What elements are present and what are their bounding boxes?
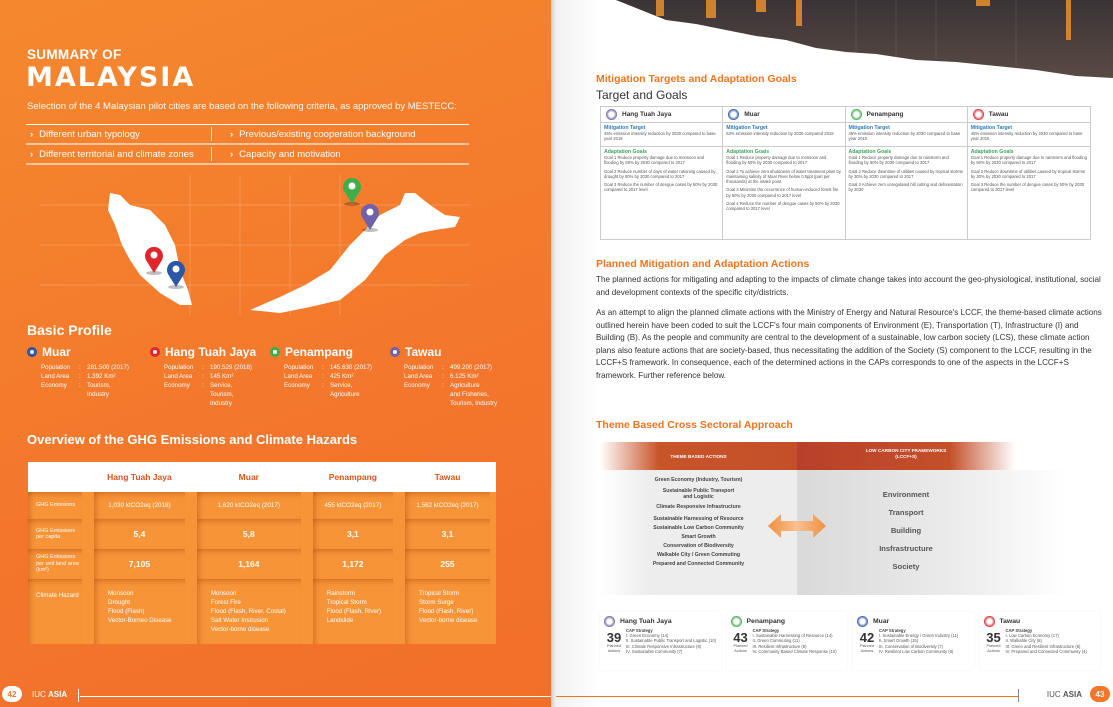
count-value: 35 [986, 630, 1001, 645]
footer-divider [78, 689, 79, 702]
footer-divider [1018, 689, 1019, 702]
adaptation-goal: Goal 1 Reduce property damage due to monsoon and flooding by 50% by 2030 compared to 2017 [604, 155, 705, 166]
ghg-column-header: Muar [191, 462, 307, 492]
theme-action: Sustainable Public Transport [662, 488, 735, 494]
economy-line: and Fisheries, [450, 391, 489, 398]
cap-strategy-item: IV. Sustainable Community (7) [626, 648, 683, 654]
adaptation-goal: Goal 4 Reduce the number of dengue cases by 50% by 2030 compared to 2017 level [726, 201, 840, 212]
adaptation-goals [601, 147, 722, 198]
paragraph: The planned actions for mitigating and adapting to the impacts of climate change takes into account the geo-physiological, institutional, social and development contexts of the specific city/districts. [596, 275, 1101, 297]
theme-heading: Theme Based Cross Sectoral Approach [596, 419, 793, 431]
double-arrow-icon [768, 514, 826, 538]
intro-text: Selection of the 4 Malaysian pilot cities are based on the following criteria, as approved by MESTECC: [27, 101, 457, 112]
cap-strategy-item: I. Sustainable Harnessing of Resource (14) [752, 633, 833, 639]
mitigation-target [846, 123, 967, 147]
adaptation-goal: Goal 3 Minimise the occurrence of human-induced forest fire by 50% by 2030 compared to 2017 level [726, 187, 839, 198]
stat-sep: : [79, 382, 81, 389]
adaptation-goal: Goal 1 Reduce property damage due to monsoon and flooding by 50% by 2030 compared to 2017 [726, 155, 827, 166]
cap-strategy-list [751, 628, 837, 654]
city-profile [270, 345, 400, 399]
goal-column [846, 107, 968, 239]
adaptation-goals-title: Adaptation Goals [970, 149, 1014, 155]
adaptation-goal: Goal 1 Reduce property damage due to rainstorm and flooding by 50% by 2030 compared to 2017 [848, 155, 949, 166]
goal-city-header [968, 107, 1090, 123]
hazard-item: Flood (Flash) [108, 608, 145, 615]
cap-strategy-cards [600, 612, 1100, 670]
ghg-cell: 7,105 [88, 549, 191, 579]
cap-city-name: Hang Tuah Jaya [620, 618, 672, 625]
cap-strategy-item: III. Climate Responsive Infrastructure (8) [626, 643, 702, 649]
theme-action: Sustainable Harnessing of Resource [653, 516, 744, 522]
city-logo-icon [857, 616, 868, 627]
left-page [0, 0, 551, 707]
stat-sep: : [442, 364, 444, 371]
stat-sep: : [79, 373, 81, 380]
economy-line: Service, [210, 382, 233, 389]
ghg-cell: 1,562 ktCO2eq (2017) [399, 492, 496, 519]
hazard-item: Tropical Storm [326, 599, 367, 606]
footer-brand: IUC ASIA [32, 689, 68, 699]
criteria-row [26, 125, 469, 145]
cap-strategy-item: III. Green and Resilient Infrastructure (6) [1005, 643, 1081, 649]
malaysia-map [40, 175, 470, 315]
chevron-right-icon: › [30, 128, 34, 140]
stat-label: Economy [284, 382, 310, 389]
criteria-item: › Different territorial and climate zones [26, 147, 212, 161]
goal-column [601, 107, 723, 239]
framework-item: Environment [882, 490, 930, 499]
adaptation-goal: Goal 3 Reduce the number of dengue cases by 50% by 2030 compared to 2017 level [970, 182, 1085, 193]
chevron-right-icon: › [230, 128, 234, 140]
mitigation-target [601, 123, 722, 147]
planned-label: Planned [986, 644, 1001, 648]
goal-column [968, 107, 1090, 239]
planned-label: Planned [607, 644, 621, 648]
framework-item: Society [892, 562, 920, 571]
mitigation-target-text: 63% emission intensity reduction by 2030 compared 2018 [726, 131, 834, 136]
stat-label: Land Area [404, 373, 433, 380]
right-page [556, 0, 1113, 707]
economy-line: Service, [330, 382, 353, 389]
ghg-cell: 3,1 [399, 519, 496, 549]
theme-action: and Logistic [683, 494, 714, 500]
stat-value: 281.500 (2017) [87, 364, 129, 371]
footer-rule [80, 696, 551, 697]
city-name-text: Hang Tuah Jaya [165, 345, 257, 359]
count-value: 43 [733, 630, 748, 645]
city-stats [284, 363, 400, 399]
actions-label: Actions [987, 648, 1000, 653]
city-profile [390, 345, 520, 408]
footer-brand: IUC ASIA [1046, 689, 1082, 699]
hazard-item: Monsoon [210, 590, 237, 597]
cap-strategy-title: CAP Strategy [879, 628, 906, 633]
goal-column [723, 107, 845, 239]
city-name [270, 345, 400, 359]
hazard-item: Vector-Borneo Disease [108, 617, 172, 624]
ghg-table [28, 462, 502, 644]
planned-actions-count [604, 628, 624, 654]
theme-action: Green Economy (Industry, Tourism) [654, 477, 743, 483]
stat-label: Population [164, 364, 194, 371]
stat-value: 190.529 (2018) [210, 364, 252, 371]
stat-label: Economy [404, 382, 430, 389]
hazard-item: Forest Fire [210, 599, 241, 606]
adaptation-goal: Goal 2 To achieve zero shutdowns of water treatment plant by maintaining salinity of Muar River below 0.5ppt (part per thousands) at the intake point [726, 168, 841, 185]
ghg-overview-title: Overview of the GHG Emissions and Climate Hazards [27, 432, 358, 447]
framework-item: Insfrastructure [879, 544, 933, 553]
city-name-text: Penampang [285, 345, 354, 359]
cap-body [731, 628, 844, 654]
city-stats [41, 363, 157, 399]
economy-line: Tourism, Industry [450, 400, 498, 407]
city-name [27, 345, 157, 359]
planned-label: Planned [860, 644, 874, 648]
chevron-right-icon: › [30, 148, 34, 160]
planned-actions-count [857, 628, 877, 654]
criteria-item: › Different urban typology [26, 127, 212, 141]
cap-strategy-title: CAP Strategy [626, 628, 653, 633]
stat-value: 425 Km² [330, 373, 354, 380]
mitigation-target-title: Mitigation Target [970, 125, 1013, 131]
cap-strategy-item: IV. Resilient Low Carbon Community (8) [879, 648, 954, 654]
stat-sep: : [202, 373, 204, 380]
ghg-row [28, 519, 496, 549]
economy-line: Tourism, [87, 382, 111, 389]
stat-label: Population [41, 364, 71, 371]
hazard-item: Rainstorm [326, 590, 355, 597]
cap-strategy-title: CAP Strategy [1005, 628, 1033, 633]
theme-action: Prepared and Connected Community [652, 561, 745, 567]
ghg-cell [88, 579, 191, 644]
city-name-text: Muar [42, 345, 71, 359]
city-name-text: Tawau [405, 345, 442, 359]
ghg-row [28, 549, 496, 579]
stat-label: Land Area [41, 373, 70, 380]
cap-strategy-item: II. Walkable City (8) [1005, 638, 1042, 644]
ghg-cell [307, 579, 399, 644]
target-goals-subheading: Target and Goals [596, 88, 688, 102]
cap-strategy-item: I. Low Carbon Economy (17) [1005, 633, 1059, 639]
city-marker-icon [150, 347, 160, 357]
hazard-item: Vector-borne disease [210, 626, 270, 633]
adaptation-goal: Goal 2 Reduce downtime of utilities caused by tropical storms by 30% by 2030 compared to 2017 [848, 168, 963, 179]
hazard-item: Flood (Flash, River) [326, 608, 382, 615]
goal-city-name: Tawau [988, 110, 1009, 118]
stat-label: Land Area [284, 373, 313, 380]
adaptation-goal: Goal 2 Reduce downtime of utilities caused by tropical storms by 30% by 2030 compared to 2017 [970, 168, 1086, 179]
ghg-row-label: GHG Emissions [28, 492, 88, 519]
ghg-row-label: GHG Emissions per capita [28, 519, 88, 549]
planned-label: Planned [733, 644, 748, 648]
adaptation-goals-title: Adaptation Goals [604, 149, 647, 155]
ghg-cell: 3,1 [307, 519, 399, 549]
economy-line: Industry [210, 400, 233, 407]
stat-sep: : [202, 364, 204, 371]
cap-strategy-list [877, 628, 958, 654]
chevron-right-icon: › [230, 148, 234, 160]
theme-action: Conservation of Biodiversity [663, 543, 734, 549]
goal-city-name: Muar [744, 110, 760, 118]
hazard-item: Storm Surge [418, 599, 454, 606]
stat-label: Economy [164, 382, 190, 389]
footer-left [0, 686, 67, 702]
stat-sep: : [322, 382, 324, 389]
cap-city-name: Tawau [999, 618, 1021, 625]
goal-city-name: Penampang [866, 110, 904, 118]
ghg-cell: 5,4 [88, 519, 191, 549]
criteria-row [26, 145, 469, 165]
adaptation-goals [968, 147, 1090, 198]
page-title: MALAYSIA [26, 62, 196, 93]
ghg-cell: 455 ktCO2eq (2017) [307, 492, 399, 519]
cap-card-header [604, 616, 717, 627]
cap-card [727, 612, 848, 670]
framework-item: Transport [888, 508, 924, 517]
hazard-item: Vector-borne disease [418, 617, 478, 624]
ghg-row [28, 579, 496, 644]
ghg-cell [191, 579, 307, 644]
page-number: 43 [1090, 686, 1110, 702]
mitigation-target-text: 45% emission intensity reduction by 2030 compared to base year 2010 [848, 131, 961, 142]
adaptation-goals [846, 147, 967, 198]
count-value: 42 [859, 630, 875, 645]
mitigation-heading: Mitigation Targets and Adaptation Goals [596, 73, 797, 85]
cap-strategy-item: II. Green Commuting (11) [752, 638, 800, 644]
ghg-column-header: Penampang [307, 462, 399, 492]
ghg-cell: 255 [399, 549, 496, 579]
city-name [150, 345, 280, 359]
economy-line: Agriculture [330, 391, 360, 398]
hazard-item: Monsoon [108, 590, 134, 597]
page-number: 42 [2, 686, 22, 702]
mitigation-target-title: Mitigation Target [604, 125, 646, 131]
city-logo-icon [984, 616, 995, 627]
adaptation-goal: Goal 3 Reduce the number of dengue cases by 50% by 2030 compared to 2017 level [604, 182, 718, 193]
cap-card-header [984, 616, 1097, 627]
cap-strategy-item: IV. Prepared and Connected Community (4) [1005, 648, 1087, 654]
city-skyline-image [556, 0, 1113, 78]
ghg-row-label: GHG Emissions per unit land area (km²) [28, 549, 88, 579]
cap-city-name: Penampang [746, 618, 786, 625]
cap-card-header [857, 616, 970, 627]
city-marker-icon [390, 347, 400, 357]
borneo-malaysia-shape [250, 193, 460, 313]
planned-actions-heading: Planned Mitigation and Adaptation Actions [596, 258, 810, 270]
city-profile [150, 345, 280, 408]
theme-action: Smart Growth [681, 534, 716, 540]
cap-card [853, 612, 974, 670]
mitigation-target [968, 123, 1090, 147]
cap-strategy-item: III. Resilient Infrastructure (8) [752, 643, 807, 649]
theme-action: Sustainable Low Carbon Community [653, 525, 744, 531]
basic-profile-title: Basic Profile [27, 322, 112, 338]
mitigation-target-text: 45% emission intensity reduction by 2030 compared to base year 2010 [970, 131, 1083, 142]
hazard-item: Drought [108, 599, 131, 606]
stat-value: 6.125 Km² [450, 373, 479, 380]
stat-sep: : [322, 373, 324, 380]
adaptation-goals-title: Adaptation Goals [848, 149, 892, 155]
cap-strategy-item: IV. Community Based Climate Response (10) [752, 648, 837, 654]
stat-value [450, 381, 520, 408]
framework-item: Building [890, 526, 922, 535]
adaptation-goal: Goal 2 Reduce number of days of water rationing caused by drought by 50% by 2030 compared to 2017 [604, 168, 716, 179]
ghg-cell: 1,030 ktCO2eq (2018) [88, 492, 191, 519]
theme-action: Walkable City / Green Commuting [656, 552, 741, 558]
adaptation-goals [723, 147, 844, 217]
cap-strategy-item: I. Green Economy (14) [626, 633, 669, 639]
stat-label: Land Area [164, 373, 193, 380]
theme-actions-header: THEME BASED ACTIONS [600, 442, 797, 470]
stat-value: 145.630 (2017) [330, 364, 372, 371]
goal-city-header [723, 107, 844, 123]
city-marker-icon [270, 347, 280, 357]
hazard-item: Landslide [326, 617, 354, 624]
stat-sep: : [79, 364, 81, 371]
cap-body [984, 628, 1097, 654]
ghg-cell: 1,620 ktCO2eq (2017) [191, 492, 307, 519]
paragraph: As an attempt to align the planned climate actions with the Ministry of Energy and Natural Resource's LCCF, the theme-based climate actions outlined herein have been coded to suit the LCCF's four main components of Environment (E), Transportation (T), Infrastructure (I) and Building (B). As the people and community are central to the development of a sustainable, low carbon society (LCS), these climate action plans also feature actions that are society-based, thus necessitating the addition of the Society (S) component to the LCCF, resulting in the LCCF+S framework. In consequence, each of the determined actions in the CAPs corresponds to one of the aspects in the LCCF+S framework. Further reference below. [596, 308, 1102, 380]
criteria-item: › Capacity and motivation [230, 148, 341, 160]
ghg-column-header: Hang Tuah Jaya [88, 462, 191, 492]
stat-label: Economy [41, 382, 67, 389]
cap-strategy-list [1004, 628, 1087, 654]
theme-action: Climate Responsive Infrastructure [656, 504, 741, 510]
actions-label: Actions [860, 648, 874, 653]
adaptation-goal: Goal 1 Reduce property damage due to rainstorm and flooding by 50% by 2030 compared to 2017 [970, 155, 1087, 166]
cap-card [980, 612, 1101, 670]
hazard-item: Flood (Flash, River) [418, 608, 474, 615]
cap-body [604, 628, 717, 654]
goal-city-name: Hang Tuah Jaya [622, 110, 672, 118]
stat-sep: : [442, 373, 444, 380]
mitigation-target-title: Mitigation Target [726, 125, 768, 131]
city-logo-icon [851, 109, 862, 120]
criteria-item: › Previous/existing cooperation background [230, 128, 416, 140]
city-stats [404, 363, 520, 408]
ghg-corner-cell [28, 462, 88, 492]
stat-label: Population [404, 364, 434, 371]
mitigation-target [723, 123, 844, 147]
planned-actions-count [731, 628, 751, 654]
ghg-cell: 1,172 [307, 549, 399, 579]
city-logo-icon [973, 109, 984, 120]
stat-value: 499.200 (2017) [450, 364, 492, 371]
cap-city-name: Muar [873, 618, 890, 625]
footer-right [1037, 686, 1110, 702]
city-stats [164, 363, 280, 408]
ghg-header-row [28, 462, 496, 492]
mitigation-target-text: 45% emission intensity reduction by 2030 compared to base year 2018 [604, 131, 716, 142]
ghg-column-header: Tawau [399, 462, 496, 492]
mitigation-target-title: Mitigation Target [848, 125, 890, 131]
city-name [390, 345, 520, 359]
city-logo-icon [606, 109, 617, 120]
stat-sep: : [442, 382, 444, 389]
planned-actions-count [984, 628, 1004, 654]
economy-line: Agriculture [450, 382, 480, 389]
adaptation-goal: Goal 3 Achieve zero unregulated hill cutting and deforestation by 2030 [848, 182, 963, 193]
frameworks-list [797, 470, 1067, 595]
hazard-item: Tropical Storm [418, 590, 459, 597]
criteria-list [26, 124, 469, 165]
city-logo-icon [604, 616, 615, 627]
cap-card-header [731, 616, 844, 627]
footer-rule [556, 696, 1018, 697]
stat-value: 1.392 Km² [87, 373, 116, 380]
city-profile [27, 345, 157, 399]
summary-kicker: SUMMARY OF [27, 47, 122, 62]
cap-card [600, 612, 721, 670]
cap-strategy-item: II. Smart Growth (15) [879, 638, 919, 644]
stat-value: 145 Km² [210, 373, 234, 380]
city-logo-icon [731, 616, 742, 627]
cap-strategy-item: I. Sustainable Energy / Green Industry (11) [879, 633, 959, 639]
cap-strategy-item: III. Conservation of Biodiversity (7) [879, 643, 944, 649]
economy-line: Industry [87, 391, 110, 398]
hazard-item: Flood (Flash, River, Costal) [210, 608, 286, 615]
actions-label: Actions [607, 648, 621, 653]
goal-city-header [601, 107, 722, 123]
stat-label: Population [284, 364, 314, 371]
ghg-cell: 1,164 [191, 549, 307, 579]
penampang-pin [343, 178, 361, 206]
count-value: 39 [606, 630, 622, 645]
ghg-cell [399, 579, 496, 644]
cap-strategy-item: II. Sustainable Public Transport and Logistic (10) [626, 638, 717, 644]
stat-sep: : [322, 364, 324, 371]
ghg-row [28, 492, 496, 519]
cap-strategy-title: CAP Strategy [752, 628, 780, 633]
adaptation-goals-title: Adaptation Goals [726, 149, 770, 155]
stat-sep: : [202, 382, 204, 389]
cap-strategy-list [624, 628, 716, 654]
hazard-item: Salt Water Instrusion [210, 617, 269, 624]
goal-city-header [846, 107, 967, 123]
actions-label: Actions [734, 648, 747, 653]
economy-line: Tourism, [210, 391, 234, 398]
goals-table [600, 106, 1091, 240]
theme-diagram [600, 442, 1090, 592]
lccf-header: LOW CARBON CITY FRAMEWORKS (LCCF+S) [797, 442, 1015, 470]
ghg-row-label: Climate Hazard [28, 579, 88, 644]
stat-value [87, 381, 157, 399]
cap-body [857, 628, 970, 654]
ghg-cell: 5,8 [191, 519, 307, 549]
city-marker-icon [27, 347, 37, 357]
city-logo-icon [728, 109, 739, 120]
